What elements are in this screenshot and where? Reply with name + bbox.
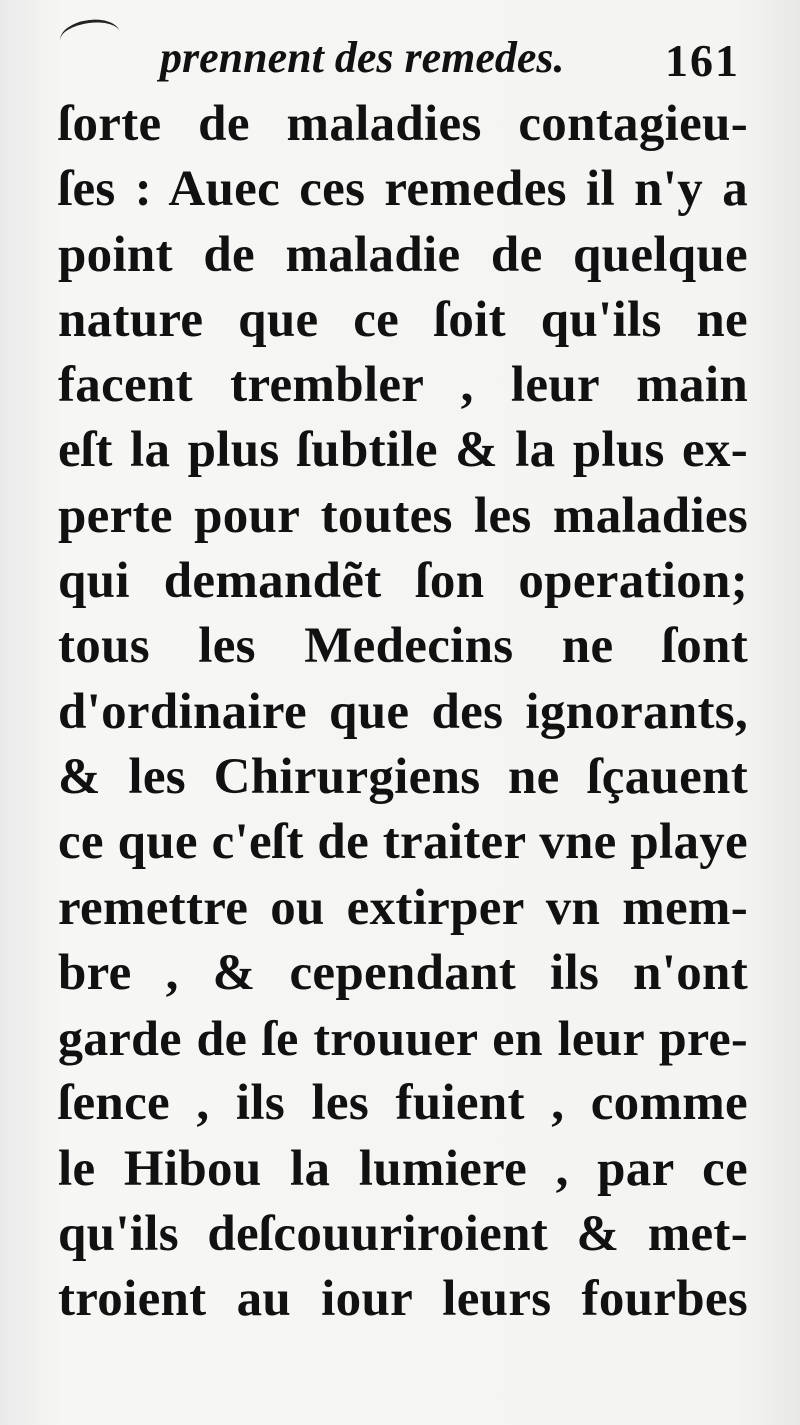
text-line: bre , & cependant ils n'ont [58, 944, 748, 1001]
body-text [58, 92, 748, 1333]
text-line: & les Chirurgiens ne ſçauent [58, 748, 748, 805]
text-line: qu'ils deſcouuriroient & met- [58, 1206, 748, 1263]
text-line: remettre ou extirper vn mem- [58, 879, 748, 936]
ornament-flourish [58, 16, 122, 57]
text-line: tous les Medecins ne ſont [58, 618, 748, 675]
running-title: prennent des remedes. [160, 33, 565, 82]
text-line: ſence , ils les fuient , comme [58, 1075, 748, 1132]
text-line: garde de ſe trouuer en leur pre- [58, 1010, 748, 1067]
running-head [60, 20, 750, 90]
page-number: 161 [665, 35, 740, 86]
text-line: point de maladie de quelque [58, 226, 748, 283]
text-line: qui demandẽt ſon operation; [58, 553, 748, 610]
text-line: eſt la plus ſubtile & la plus ex- [58, 422, 748, 479]
text-line: ce que c'eſt de traiter vne playe [58, 814, 748, 871]
text-line: facent trembler , leur main [58, 357, 748, 414]
text-line: nature que ce ſoit qu'ils ne [58, 291, 748, 348]
text-line: perte pour toutes les maladies [58, 487, 748, 544]
text-line: troient au iour leurs fourbes [58, 1271, 748, 1328]
text-line: le Hibou la lumiere , par ce [58, 1140, 748, 1197]
text-line: ſes : Auec ces remedes il n'y a [58, 161, 748, 218]
text-line: ſorte de maladies contagieu- [58, 96, 748, 152]
text-line: d'ordinaire que des ignorants, [58, 683, 748, 740]
